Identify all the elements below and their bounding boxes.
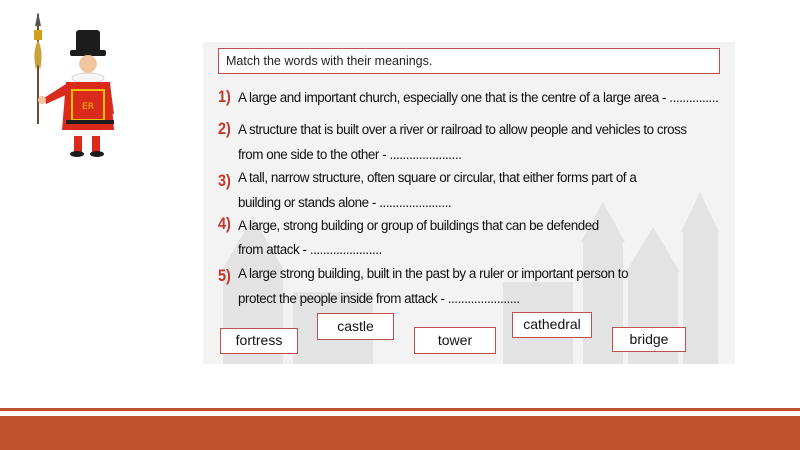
word-card-bridge[interactable]: bridge [612,327,686,352]
footer-divider [0,408,800,411]
word-card-tower[interactable]: tower [414,327,496,354]
question-number-2: 2) [218,119,231,138]
question-3-line-2: building or stands alone - ...................... [238,195,452,210]
question-number-5: 5) [218,266,231,285]
word-card-castle[interactable]: castle [317,313,394,340]
question-2-line-2: from one side to the other - ...................... [238,147,462,162]
question-4-line-1: A large, strong building or group of buildings that can be defended [238,218,599,233]
question-5-line-2: protect the people inside from attack - ...................... [238,291,520,306]
word-card-fortress[interactable]: fortress [220,328,298,354]
beefeater-guard-illustration [26,12,116,162]
question-number-4: 4) [218,214,231,233]
footer-bar [0,416,800,450]
svg-text:ER: ER [82,102,94,112]
instruction-box: Match the words with their meanings. [218,48,720,74]
question-2-line-1: A structure that is built over a river or railroad to allow people and vehicles to cross [238,122,687,137]
word-card-cathedral[interactable]: cathedral [512,312,592,338]
question-3-line-1: A tall, narrow structure, often square or circular, that either forms part of a [238,170,637,185]
question-4-line-2: from attack - ...................... [238,242,382,257]
question-number-3: 3) [218,171,231,190]
question-5-line-1: A large strong building, built in the past by a ruler or important person to [238,266,629,281]
question-number-1: 1) [218,87,231,106]
question-1-line-1: A large and important church, especially one that is the centre of a large area - ............... [238,90,719,105]
